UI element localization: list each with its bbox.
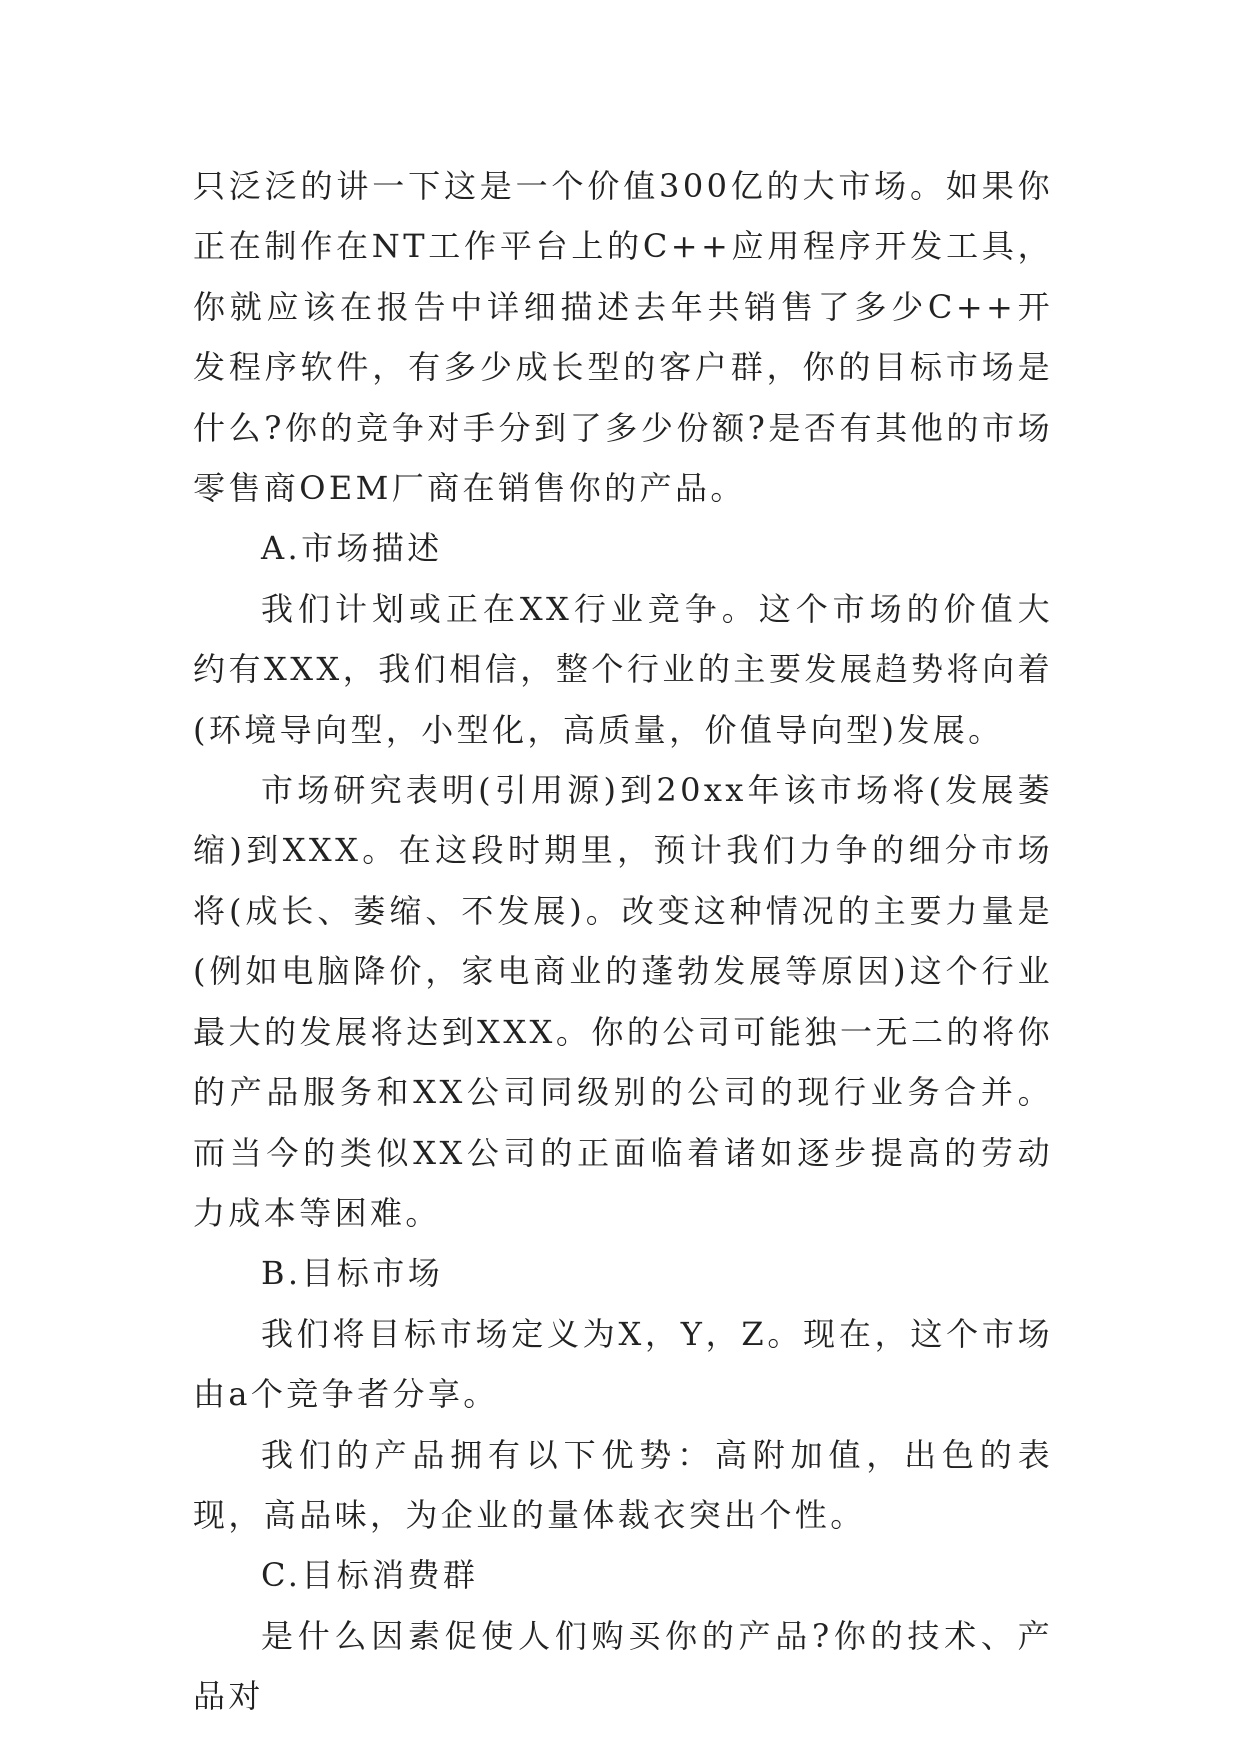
paragraph-industry-competition: 我们计划或正在XX行业竞争。这个市场的价值大约有XXX，我们相信，整个行业的主要发展趋势将向着(环境导向型，小型化，高质量，价值导向型)发展。 [193, 589, 1053, 749]
section-heading-market-description: A.市场描述 [261, 529, 443, 568]
paragraph-purchase-factors: 是什么因素促使人们购买你的产品?你的技术、产品对 [193, 1616, 1053, 1716]
paragraph-market-research: 市场研究表明(引用源)到20xx年该市场将(发展萎缩)到XXX。在这段时期里，预计我们力争的细分市场将(成长、萎缩、不发展)。改变这种情况的主要力量是(例如电脑降价，家电商业的蓬勃发展等原因)这个行业最大的发展将达到XXX。你的公司可能独一无二的将你的产品服务和XX公司同级别的公司的现行业务合并。而当今的类似XX公司的正面临着诸如逐步提高的劳动力成本等困难。 [193, 771, 1053, 1232]
section-heading-target-market: B.目标市场 [261, 1254, 444, 1293]
section-heading-target-consumers: C.目标消费群 [261, 1556, 479, 1595]
paragraph-target-market-definition: 我们将目标市场定义为X，Y，Z。现在，这个市场由a个竞争者分享。 [193, 1314, 1053, 1414]
paragraph-product-advantages: 我们的产品拥有以下优势：高附加值，出色的表现，高品味，为企业的量体裁衣突出个性。 [193, 1435, 1053, 1534]
paragraph-market-size: 只泛泛的讲一下这是一个价值300亿的大市场。如果你正在制作在NT工作平台上的C++应用程序开发工具，你就应该在报告中详细描述去年共销售了多少C++开发程序软件，有多少成长型的客户群，你的目标市场是什么?你的竞争对手分到了多少份额?是否有其他的市场零售商OEM厂商在销售你的产品。 [193, 167, 1053, 508]
document-body [193, 156, 1053, 1727]
